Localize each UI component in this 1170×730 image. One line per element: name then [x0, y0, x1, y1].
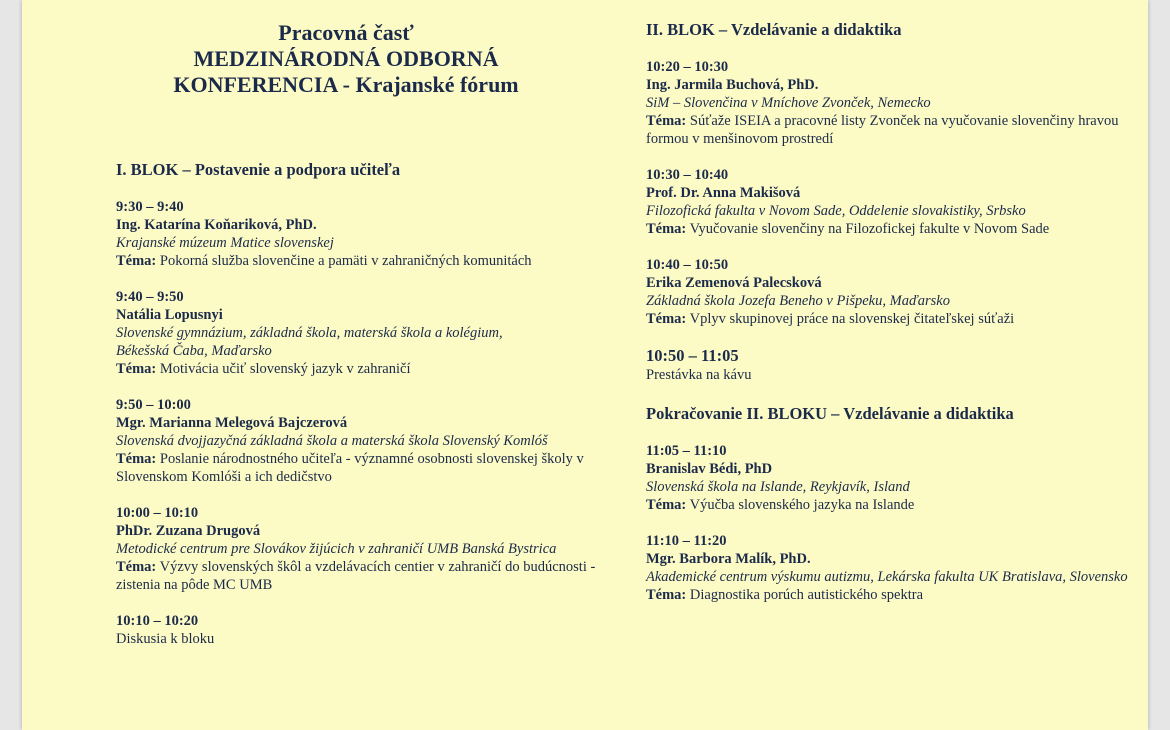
speaker-affiliation: Akademické centrum výskumu autizmu, Lekárska fakulta UK Bratislava, Slovensko [646, 569, 1128, 585]
topic-text: Výučba slovenského jazyka na Islande [689, 497, 915, 513]
entry-topic [646, 220, 1136, 238]
speaker-name: Ing. Katarína Koňariková, PhD. [116, 217, 317, 233]
right-column [646, 0, 1136, 604]
topic-label: Téma: [116, 253, 157, 269]
entry-time: 10:50 – 11:05 [646, 346, 739, 365]
discussion-text: Diskusia k bloku [116, 631, 215, 647]
entry-topic [116, 360, 606, 378]
left-column [116, 0, 606, 648]
document-title [116, 20, 576, 98]
topic-label: Téma: [116, 361, 157, 377]
topic-text: Poslanie národnostného učiteľa - významné osobnosti slovenskej školy v Slovenskom Komlóši a ich dedičstvo [116, 451, 584, 485]
topic-text: Vplyv skupinovej práce na slovenskej čitateľskej súťaži [689, 311, 1015, 327]
speaker-name: Mgr. Barbora Malík, PhD. [646, 551, 811, 567]
speaker-affiliation: Filozofická fakulta v Novom Sade, Oddelenie slovakistiky, Srbsko [646, 203, 1026, 219]
entry-time: 10:00 – 10:10 [116, 505, 199, 521]
program-entry [116, 288, 606, 378]
speaker-name: Branislav Bédi, PhD [646, 461, 773, 477]
entry-time: 10:20 – 10:30 [646, 59, 729, 75]
break-text: Prestávka na kávu [646, 367, 752, 383]
entry-time: 10:30 – 10:40 [646, 167, 729, 183]
block-2-title: II. BLOK – Vzdelávanie a didaktika [646, 20, 902, 39]
topic-text: Vyučovanie slovenčiny na Filozofickej fakulte v Novom Sade [689, 221, 1050, 237]
topic-label: Téma: [646, 497, 687, 513]
topic-label: Téma: [116, 559, 157, 575]
program-entry [116, 396, 606, 486]
entry-topic [646, 586, 1136, 604]
title-line: MEDZINÁRODNÁ ODBORNÁ [193, 46, 499, 71]
entry-time: 11:10 – 11:20 [646, 533, 727, 549]
topic-text: Pokorná služba slovenčine a pamäti v zahraničných komunitách [159, 253, 532, 269]
entry-topic [646, 310, 1136, 328]
break-entry [646, 346, 1136, 384]
entry-time: 9:50 – 10:00 [116, 397, 191, 413]
topic-text: Súťaže ISEIA a pracovné listy Zvonček na vyučovanie slovenčiny hravou formou v menšinovom prostredí [646, 113, 1119, 147]
speaker-name: Mgr. Marianna Melegová Bajczerová [116, 415, 348, 431]
program-entry [116, 504, 606, 594]
block-1-title: I. BLOK – Postavenie a podpora učiteľa [116, 160, 401, 179]
topic-label: Téma: [646, 311, 687, 327]
speaker-name: Natália Lopusnyi [116, 307, 223, 323]
topic-label: Téma: [646, 221, 687, 237]
entry-time: 9:30 – 9:40 [116, 199, 184, 215]
block-2-continuation-title: Pokračovanie II. BLOKU – Vzdelávanie a didaktika [646, 404, 1014, 423]
entry-topic [116, 558, 606, 594]
entry-time: 9:40 – 9:50 [116, 289, 184, 305]
program-entry [116, 198, 606, 270]
speaker-affiliation: Slovenská škola na Islande, Reykjavík, Island [646, 479, 910, 495]
topic-text: Diagnostika porúch autistického spektra [689, 587, 924, 603]
speaker-name: Prof. Dr. Anna Makišová [646, 185, 801, 201]
topic-label: Téma: [116, 451, 157, 467]
speaker-affiliation: Slovenská dvojjazyčná základná škola a materská škola Slovenský Komlóš [116, 433, 548, 449]
topic-label: Téma: [646, 113, 687, 129]
entry-topic [116, 252, 606, 270]
speaker-name: Ing. Jarmila Buchová, PhD. [646, 77, 819, 93]
entry-topic [646, 496, 1136, 514]
program-entry [646, 442, 1136, 514]
topic-label: Téma: [646, 587, 687, 603]
program-entry [646, 58, 1136, 148]
speaker-affiliation: Krajanské múzeum Matice slovenskej [116, 235, 334, 251]
topic-text: Výzvy slovenských škôl a vzdelávacích centier v zahraničí do budúcnosti - zistenia na pôde MC UMB [116, 559, 596, 593]
speaker-name: Erika Zemenová Palecsková [646, 275, 822, 291]
program-entry [646, 166, 1136, 238]
title-line: Pracovná časť [278, 20, 414, 45]
entry-time: 10:40 – 10:50 [646, 257, 729, 273]
topic-text: Motivácia učiť slovenský jazyk v zahraničí [159, 361, 411, 377]
discussion-entry [116, 612, 606, 648]
speaker-affiliation: SiM – Slovenčina v Mníchove Zvonček, Nemecko [646, 95, 931, 111]
speaker-affiliation: Metodické centrum pre Slovákov žijúcich v zahraničí UMB Banská Bystrica [116, 541, 557, 557]
speaker-affiliation: Základná škola Jozefa Beneho v Pišpeku, Maďarsko [646, 293, 950, 309]
speaker-name: PhDr. Zuzana Drugová [116, 523, 261, 539]
entry-time: 10:10 – 10:20 [116, 613, 199, 629]
title-line: KONFERENCIA - Krajanské fórum [173, 72, 519, 97]
document-page [22, 0, 1148, 730]
speaker-affiliation: Slovenské gymnázium, základná škola, materská škola a kolégium, Békešská Čaba, Maďarsko [116, 325, 503, 359]
program-entry [646, 532, 1136, 604]
program-entry [646, 256, 1136, 328]
entry-topic [646, 112, 1136, 148]
entry-topic [116, 450, 606, 486]
entry-time: 11:05 – 11:10 [646, 443, 727, 459]
